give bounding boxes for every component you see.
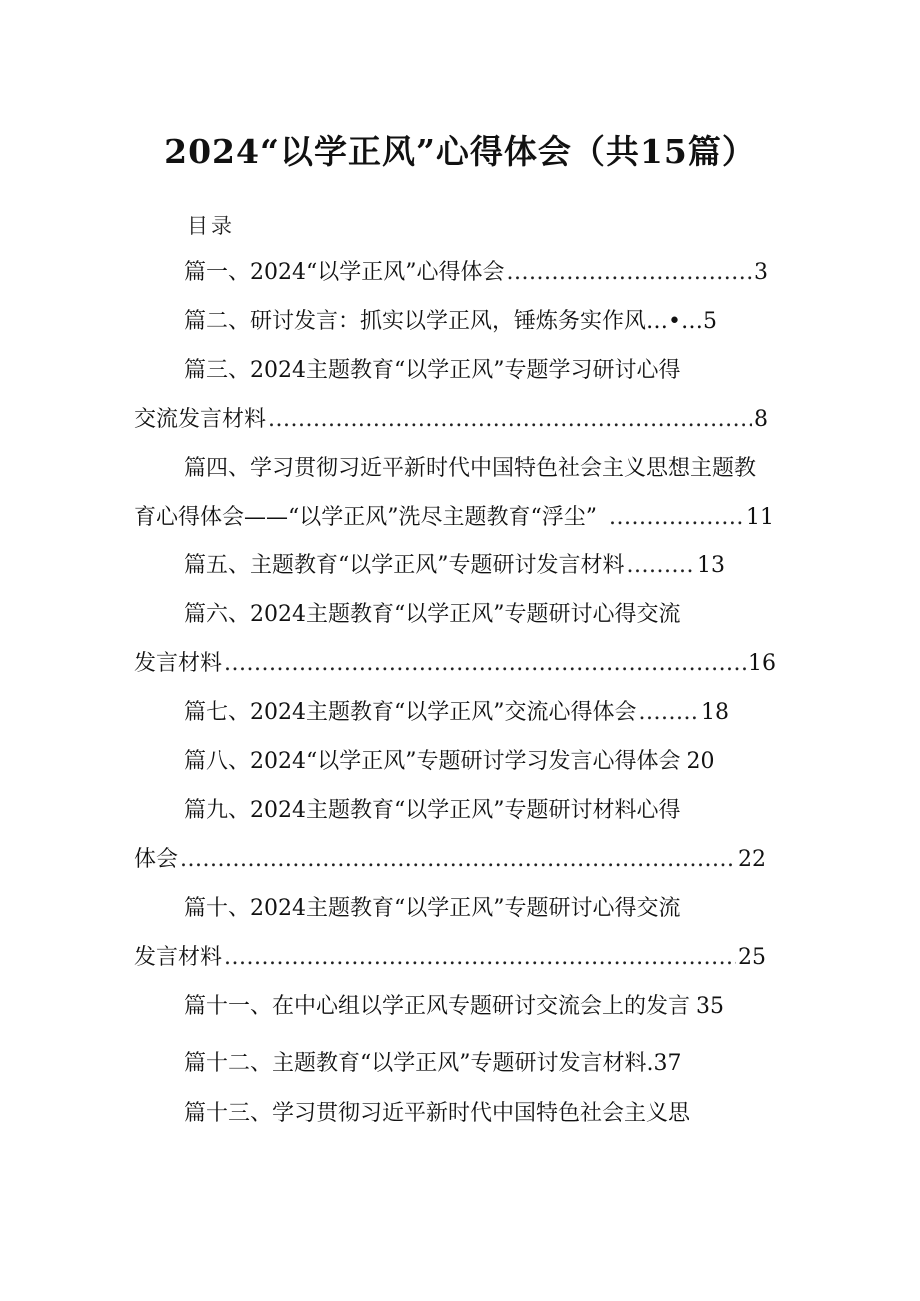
dot-leader — [506, 258, 752, 288]
toc-entry-page: 16 — [748, 651, 776, 676]
toc-entry-text: 篇十三、学习贯彻习近平新时代中国特色社会主义思 — [184, 1101, 691, 1126]
toc-entry-page: 13 — [697, 553, 725, 578]
dot-leader — [638, 698, 699, 728]
toc-entry-text: 篇五、主题教育“以学正风”专题研讨发言材料 — [184, 553, 625, 578]
toc-entry-text: 篇十、2024主题教育“以学正风”专题研讨心得交流 — [184, 896, 681, 921]
toc-entry-text: 篇二、研讨发言：抓实以学正风，锤炼务实作风…•… — [184, 309, 703, 334]
toc-entry-continuation[interactable] — [134, 405, 768, 435]
toc-entry-continuation[interactable] — [134, 649, 776, 679]
toc-entry-page: 8 — [754, 407, 768, 432]
dot-leader — [609, 503, 744, 533]
toc-entry[interactable] — [184, 551, 725, 581]
toc-entry[interactable] — [184, 454, 756, 484]
toc-entry[interactable] — [184, 698, 729, 728]
toc-entry[interactable] — [184, 992, 724, 1022]
dot-leader — [180, 845, 736, 875]
toc-entry[interactable] — [184, 307, 717, 337]
document-title: 2024“以学正风”心得体会（共15篇） — [164, 132, 756, 171]
toc-entry-text: 体会 — [134, 847, 179, 872]
toc-entry-page: 35 — [696, 994, 725, 1019]
toc-entry[interactable] — [184, 356, 680, 386]
dot-leader — [224, 649, 746, 679]
toc-entry-text: 篇三、2024主题教育“以学正风”专题学习研讨心得 — [184, 358, 681, 383]
toc-entry-page: 5 — [702, 309, 717, 334]
toc-entry-page: .37 — [646, 1051, 682, 1076]
toc-entry[interactable] — [184, 1099, 690, 1129]
toc-entry[interactable] — [184, 1049, 682, 1079]
toc-entry-page: 25 — [738, 945, 766, 970]
toc-entry-page: 3 — [754, 260, 768, 285]
toc-entry-page: 11 — [746, 505, 774, 530]
toc-entry-text: 篇四、学习贯彻习近平新时代中国特色社会主义思想主题教 — [184, 456, 757, 481]
toc-entry-text: 篇十二、主题教育“以学正风”专题研讨发言材料 — [184, 1051, 647, 1076]
toc-entry-continuation[interactable] — [134, 503, 774, 533]
dot-leader — [268, 405, 752, 435]
dot-leader — [224, 943, 736, 973]
toc-entry-text: 篇九、2024主题教育“以学正风”专题研讨材料心得 — [184, 798, 681, 823]
toc-entry-text: 发言材料 — [134, 945, 223, 970]
toc-entry-text: 篇七、2024主题教育“以学正风”交流心得体会 — [184, 700, 637, 725]
toc-entry-page: 18 — [701, 700, 729, 725]
toc-entry-page: 20 — [686, 749, 715, 774]
toc-entry-text: 育心得体会——“以学正风”洗尽主题教育“浮尘” — [134, 505, 597, 530]
toc-entry-continuation[interactable] — [134, 943, 766, 973]
toc-entry-text: 篇一、2024“以学正风”心得体会 — [184, 260, 505, 285]
toc-label: 目录 — [187, 214, 235, 238]
toc-entry[interactable] — [184, 258, 768, 288]
toc-entry-text: 篇八、2024“以学正风”专题研讨学习发言心得体会 — [184, 749, 681, 774]
toc-entry-page: 22 — [738, 847, 766, 872]
toc-entry-continuation[interactable] — [134, 845, 766, 875]
toc-entry-text: 交流发言材料 — [134, 407, 267, 432]
toc-entry-text: 发言材料 — [134, 651, 223, 676]
toc-entry[interactable] — [184, 600, 680, 630]
toc-entry-text: 篇十一、在中心组以学正风专题研讨交流会上的发言 — [184, 994, 691, 1019]
toc-entry[interactable] — [184, 796, 680, 826]
dot-leader — [627, 551, 696, 581]
toc-entry[interactable] — [184, 894, 680, 924]
toc-entry[interactable] — [184, 747, 714, 777]
toc-entry-text: 篇六、2024主题教育“以学正风”专题研讨心得交流 — [184, 602, 681, 627]
